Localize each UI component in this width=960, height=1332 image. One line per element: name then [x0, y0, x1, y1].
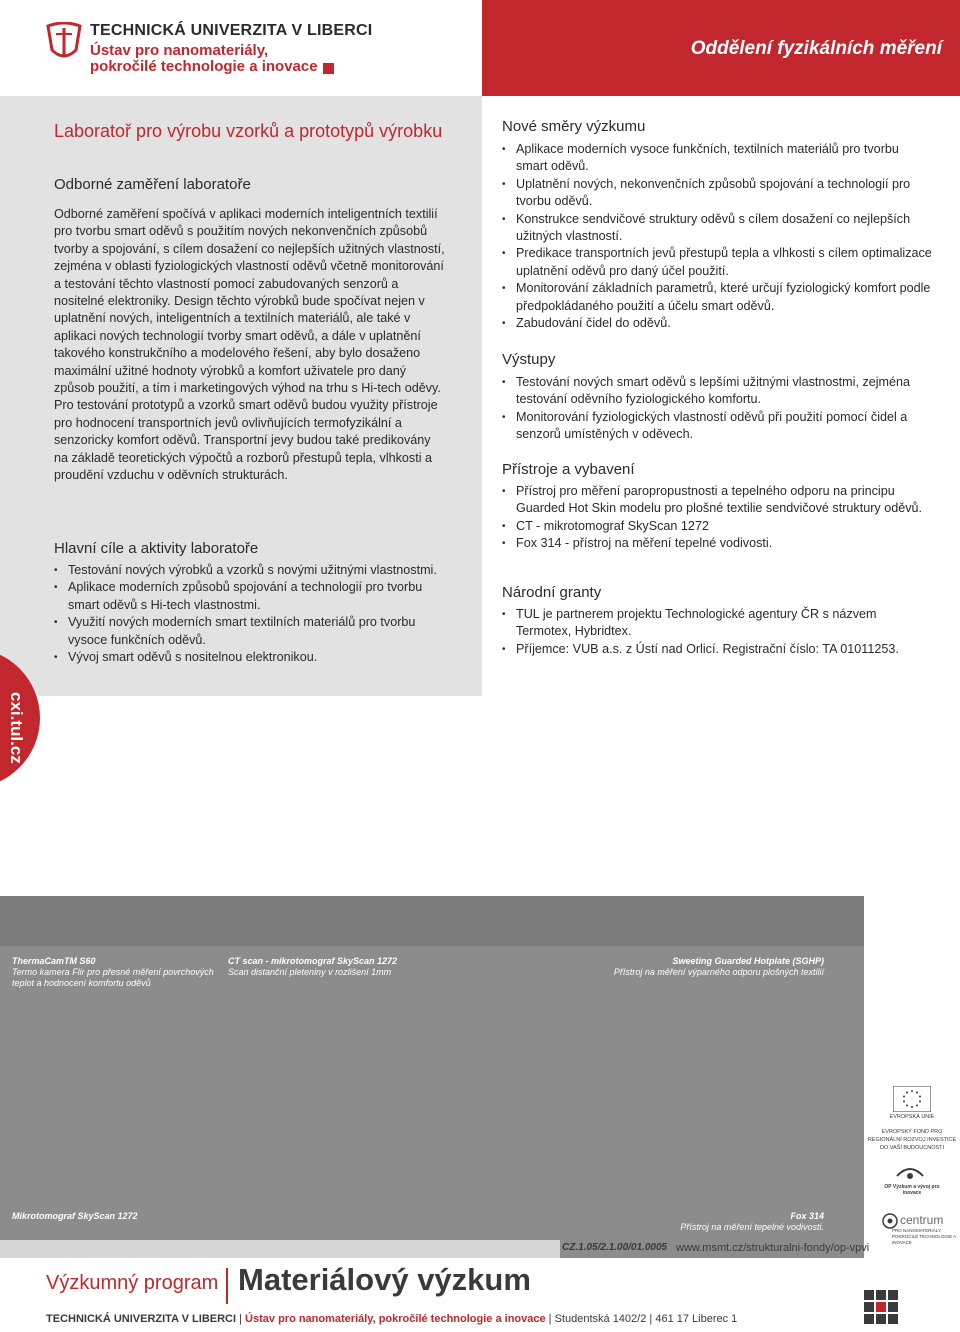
list-item: • Testování nových výrobků a vzorků s novými užitnými vlastnostmi.: [54, 562, 454, 579]
equipment-heading: Přístroje a vybavení: [502, 461, 635, 478]
research-heading: Nové směry výzkumu: [502, 118, 646, 135]
list-item: • Testování nových smart oděvů s lepšími užitnými vlastnostmi, zejména testování oděvního fyziologického komfortu.: [502, 374, 932, 409]
list-item: • Monitorování základních parametrů, které určují fyziologický komfort podle předpokládaného použití a účelu smart oděvů.: [502, 280, 932, 315]
outputs-list: [502, 374, 932, 444]
goals-list: [54, 562, 454, 666]
op-code: CZ.1.05/2.1.00/01.0005: [562, 1242, 668, 1253]
photo-band: [0, 896, 864, 1258]
list-item: • Monitorování fyziologických vlastností oděvů při použití pomocí čidel a senzorů umístěných v oděvech.: [502, 409, 932, 444]
program-label: Výzkumný program: [46, 1272, 219, 1294]
grants-list: [502, 606, 932, 658]
footer-university: TECHNICKÁ UNIVERZITA V LIBERCI: [46, 1313, 237, 1325]
photo-band-top: [0, 896, 864, 946]
institute-name: Ústav pro nanomateriály, pokročilé technologie a inovace: [90, 42, 318, 75]
list-item: • Uplatnění nových, nekonvenčních způsobů spojování a technologií pro tvorbu oděvů.: [502, 176, 932, 211]
program-name: Materiálový výzkum: [238, 1262, 531, 1297]
caption-ct-scan: [228, 956, 458, 978]
list-item: • Fox 314 - přístroj na měření tepelné vodivosti.: [502, 535, 932, 552]
outputs-heading: Výstupy: [502, 351, 556, 368]
caption-title: CT scan - mikrotomograf SkyScan 1272: [228, 956, 398, 966]
op-label: OP Výzkum a vývoj pro inovace: [884, 1184, 940, 1196]
list-item: • Příjemce: VUB a.s. z Ústí nad Orlicí. Registrační číslo: TA 01011253.: [502, 641, 932, 658]
list-item: • Aplikace moderních způsobů spojování a technologií pro tvorbu smart oděvů s Hi-tech vlastnostmi.: [54, 579, 454, 614]
brand-square: [323, 63, 334, 74]
list-item: • Zabudování čidel do oděvů.: [502, 315, 932, 332]
caption-text: Termo kamera Flir pro přesné měření povrchových teplot a hodnocení komfortu oděvů: [12, 967, 214, 988]
program-divider: [226, 1268, 228, 1304]
centrum-sub-label: PRO NANOMATERIÁLY, POKROČILÉ TECHNOLOGIE A INOVACE: [892, 1228, 956, 1245]
side-url[interactable]: cxi.tul.cz: [7, 692, 26, 764]
goals-heading: Hlavní cíle a aktivity laboratoře: [54, 540, 259, 557]
msmt-link[interactable]: www.msmt.cz/strukturalni-fondy/op-vpvi: [676, 1242, 870, 1254]
caption-title: Mikrotomograf SkyScan 1272: [12, 1211, 138, 1221]
list-item: • Využití nových moderních smart textilních materiálů pro tvorbu vysoce funkčních oděvů.: [54, 614, 454, 649]
caption-title: ThermaCamTM S60: [12, 956, 96, 966]
research-list: [502, 141, 932, 332]
caption-mikrotomograf: [12, 1211, 232, 1222]
caption-text: Přístroj na měření výparného odporu plošných textilií: [613, 967, 824, 977]
university-name: TECHNICKÁ UNIVERZITA V LIBERCI: [90, 22, 373, 39]
caption-text: Scan distanční pleteniny v rozlišení 1mm: [228, 967, 392, 977]
centrum-label: centrum: [900, 1213, 944, 1227]
grid-logo-icon: [864, 1290, 900, 1326]
left-panel-lower: [0, 696, 482, 896]
tul-logo-icon: [46, 22, 82, 62]
footer-street: Studentská 1402/2: [554, 1313, 647, 1325]
footer-institute: Ústav pro nanomateriály, pokročilé technologie a inovace: [245, 1313, 546, 1325]
caption-title: Sweeting Guarded Hotplate (SGHP): [672, 956, 824, 966]
eu-union-label: EVROPSKÁ UNIE: [889, 1114, 935, 1120]
list-item: • TUL je partnerem projektu Technologické agentury ČR s názvem Termotex, Hybridtex.: [502, 606, 932, 641]
department-title: Oddělení fyzikálních měření: [690, 38, 942, 59]
caption-text: Přístroj na měření tepelné vodivosti.: [680, 1222, 824, 1232]
footer-zip: 461 17 Liberec 1: [655, 1313, 738, 1325]
caption-sghp: [564, 956, 824, 978]
bottom-grey-bar: [0, 1240, 560, 1258]
list-item: • Přístroj pro měření paropropustnosti a tepelného odporu na principu Guarded Hot Skin modelu pro plošné textilie sendvičové struktury oděvů.: [502, 483, 932, 518]
caption-title: Fox 314: [790, 1211, 824, 1221]
eu-fund-label: EVROPSKÝ FOND PRO REGIONÁLNÍ ROZVOJ INVESTICE DO VAŠÍ BUDOUCNOSTI: [867, 1129, 957, 1151]
footer-address: TECHNICKÁ UNIVERZITA V LIBERCI | Ústav pro nanomateriály, pokročilé technologie a inovace | Studentská 1402/2 | 461 17 Liberec 1: [46, 1313, 738, 1325]
list-item: • Predikace transportních jevů přestupů tepla a vlhkosti s cílem optimalizace uplatnění oděvů pro daný účel použití.: [502, 245, 932, 280]
list-item: • Aplikace moderních vysoce funkčních, textilních materiálů pro tvorbu smart oděvů.: [502, 141, 932, 176]
eu-flag-icon: [893, 1086, 931, 1112]
op-vavpi-logo-icon: [895, 1166, 925, 1182]
list-item: • CT - mikrotomograf SkyScan 1272: [502, 518, 932, 535]
focus-body: Odborné zaměření spočívá v aplikaci moderních inteligentních textilií pro tvorbu smart oděvů s použitím nových nekonvenčních způsobů tvorby a spojování, s cílem dosažení co nejlepších užitných vlastností, zejména v oblasti fyziologických vlastností oděvů včetně monitorování a testování těchto vlastností pomocí zabudovaných senzorů a nositelné elektroniky. Design těchto výrobků bude spočívat nejen v uplatnění nových, inteligentních a textilních materiálů, ale také v aplikaci nových technologií tvorby smart oděvů, a dále v uplatnění takového konstrukčního a modelového řešení, aby bylo dosaženo maximální užitné hodnoty výrobků a komfort uživatele pro daný způsob použití, a tím i marketingových výhod na trhu s Hi-tech oděvy. Pro testování prototypů a vzorků smart oděvů budou využity přístroje pro hodnocení transportních jevů ovlivňujících termofyzikální a senzoricky komfort oděvů. Transportní jevy budou také predikovány na základě teoretických výpočtů a rozborů přestupů tepla, vlhkosti a proudění vzduchu v oděvních strukturách.: [54, 207, 445, 483]
equipment-list: [502, 483, 932, 553]
lab-title: Laboratoř pro výrobu vzorků a prototypů výrobku: [54, 121, 443, 141]
caption-fox: [604, 1211, 824, 1233]
grants-heading: Národní granty: [502, 584, 602, 601]
focus-heading: Odborné zaměření laboratoře: [54, 176, 251, 193]
list-item: • Vývoj smart oděvů s nositelnou elektronikou.: [54, 649, 454, 666]
list-item: • Konstrukce sendvičové struktury oděvů s cílem dosažení co nejlepších užitných vlastností.: [502, 211, 932, 246]
caption-thermacam: [12, 956, 227, 989]
